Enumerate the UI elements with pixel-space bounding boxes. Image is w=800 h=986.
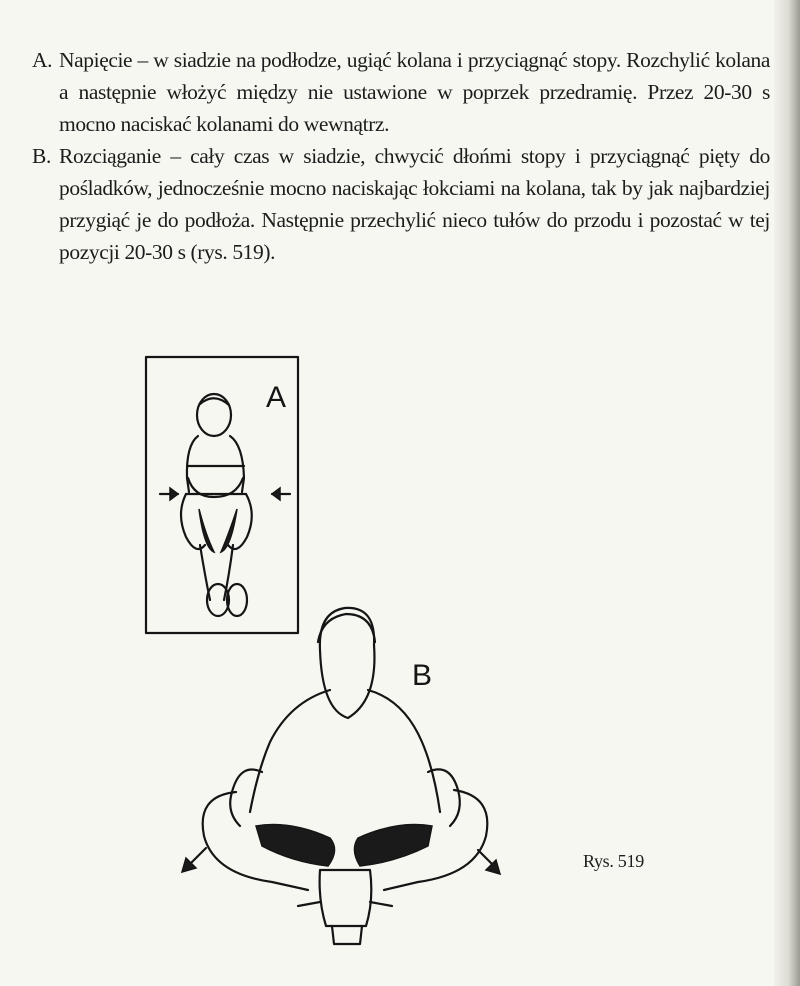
paragraph-b-marker: B.: [32, 144, 51, 168]
figure-b-person: [182, 608, 500, 944]
paragraph-a-marker: A.: [32, 48, 53, 72]
figure-b-label: B: [412, 659, 433, 692]
paragraph-b-text: Rozciąganie – cały czas w siadzie, chwycić dłońmi stopy i przyciągnąć pięty do pośladków, jednocześnie mocno naciskając łokciami na kolana, tak by jak najbardziej przygiąć je do podłoża. Następnie przechylić nieco tułów do przodu i pozostać w tej pozycji 20-30 s (rys. 519).: [59, 144, 770, 264]
figure-b: [182, 608, 500, 944]
figure-a: [146, 357, 298, 633]
figure-a-person: [160, 394, 290, 616]
figure-caption: Rys. 519: [583, 851, 644, 871]
figure-a-label: A: [266, 381, 287, 414]
paragraph-a-text: Napięcie – w siadzie na podłodze, ugiąć kolana i przyciągnąć stopy. Rozchylić kolana a następnie włożyć między nie ustawione w poprzek przedramię. Przez 20-30 s mocno naciskać kolanami do wewnątrz.: [59, 48, 770, 136]
